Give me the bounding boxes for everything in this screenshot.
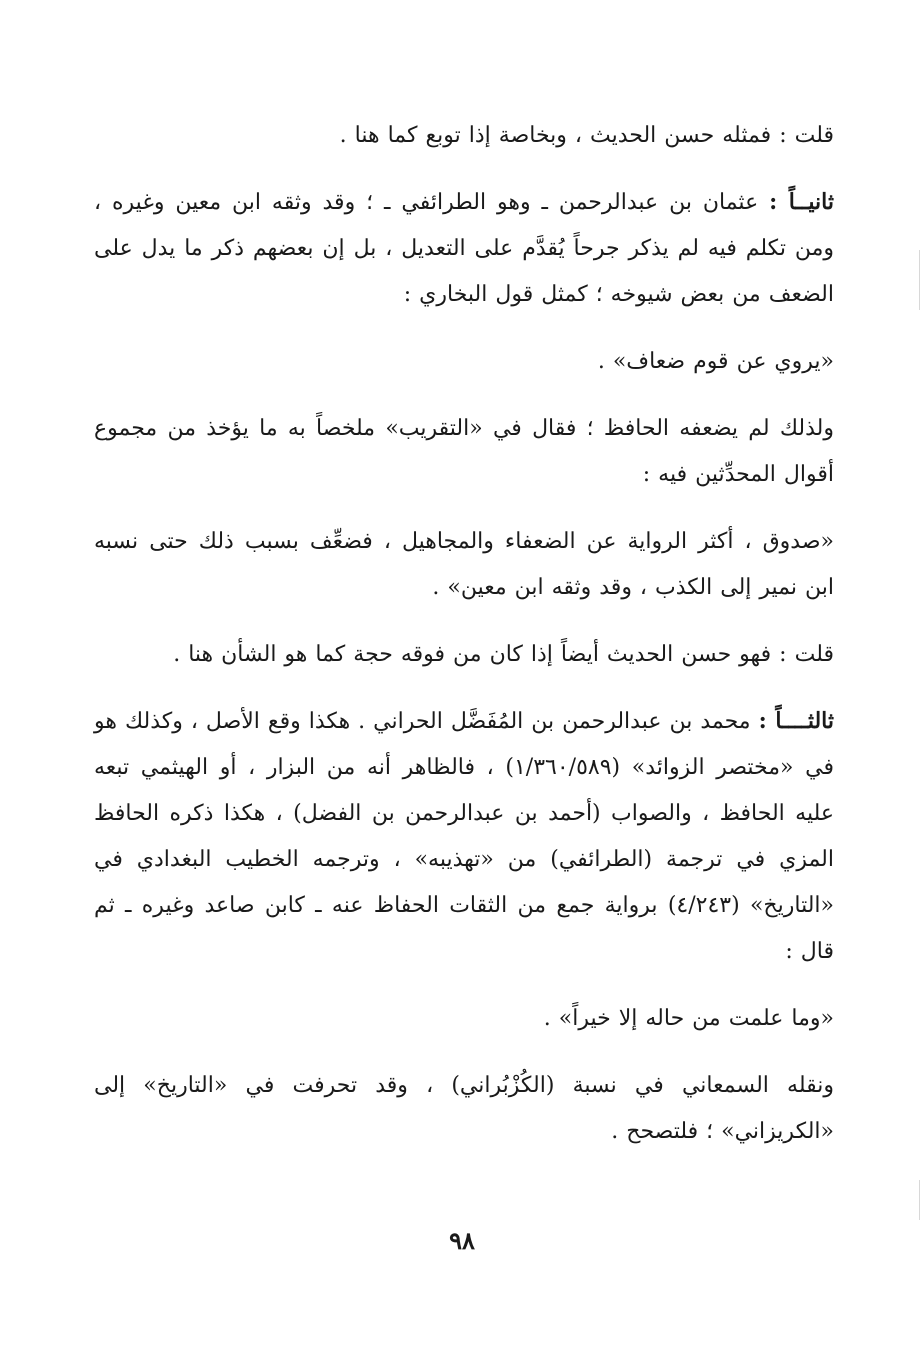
paragraph-2-lead: ثانيــاً : — [769, 189, 834, 215]
paragraph-5 — [94, 518, 834, 611]
paragraph-7-text: محمد بن عبدالرحمن بن المُفَضَّل الحراني . هكذا وقع الأصل ، وكذلك هو في «مختصر الزوائد» (١/٣٦٠/٥٨٩) ، فالظاهر أنه من البزار ، أو الهيثمي تبعه عليه الحافظ ، والصواب (أحمد بن عبدالرحمن بن الفضل) ، هكذا ذكره الحافظ المزي في ترجمة (الطرائفي) من «تهذيبه» ، وترجمه الخطيب البغدادي في «التاريخ» (٤/٢٤٣) برواية جمع من الثقات الحفاظ عنه ـ كابن صاعد وغيره ـ ثم قال : — [93, 709, 835, 964]
paragraph-6 — [94, 631, 834, 678]
paragraph-1-text: قلت : فمثله حسن الحديث ، وبخاصة إذا توبع كما هنا . — [339, 123, 834, 148]
paragraph-7 — [94, 698, 834, 975]
scan-edge-mark-bottom — [919, 1180, 920, 1220]
paragraph-4 — [94, 405, 834, 498]
paragraph-8 — [94, 995, 834, 1042]
paragraph-9 — [94, 1062, 834, 1155]
paragraph-1 — [94, 112, 834, 159]
paragraph-5-text: «صدوق ، أكثر الرواية عن الضعفاء والمجاهيل ، فضعِّف بسبب ذلك حتى نسبه ابن نمير إلى الكذب ، وقد وثقه ابن معين» . — [94, 529, 834, 600]
paragraph-3-text: «يروي عن قوم ضعاف» . — [597, 349, 834, 374]
paragraph-7-lead: ثالثــــاً : — [758, 708, 834, 734]
page-number: ٩٨ — [449, 1226, 475, 1255]
scan-edge-mark-top — [919, 250, 920, 310]
paragraph-4-text: ولذلك لم يضعفه الحافظ ؛ فقال في «التقريب» ملخصاً به ما يؤخذ من مجموع أقوال المحدِّثين فيه : — [94, 416, 834, 487]
paragraph-2-text: عثمان بن عبدالرحمن ـ وهو الطرائفي ـ ؛ وقد وثقه ابن معين وغيره ، ومن تكلم فيه لم يذكر جرحاً يُقدَّم على التعديل ، بل إن بعضهم ذكر ما يدل على الضعف من بعض شيوخه ؛ كمثل قول البخاري : — [94, 190, 834, 307]
paragraph-2 — [94, 179, 834, 318]
paragraph-3 — [94, 338, 834, 385]
paragraph-8-text: «وما علمت من حاله إلا خيراً» . — [543, 1006, 834, 1031]
page-body — [94, 112, 834, 1175]
paragraph-9-text: ونقله السمعاني في نسبة (الكُزْبُراني) ، وقد تحرفت في «التاريخ» إلى «الكريزاني» ؛ فلتصحح . — [94, 1073, 834, 1144]
paragraph-6-text: قلت : فهو حسن الحديث أيضاً إذا كان من فوقه حجة كما هو الشأن هنا . — [173, 642, 834, 667]
